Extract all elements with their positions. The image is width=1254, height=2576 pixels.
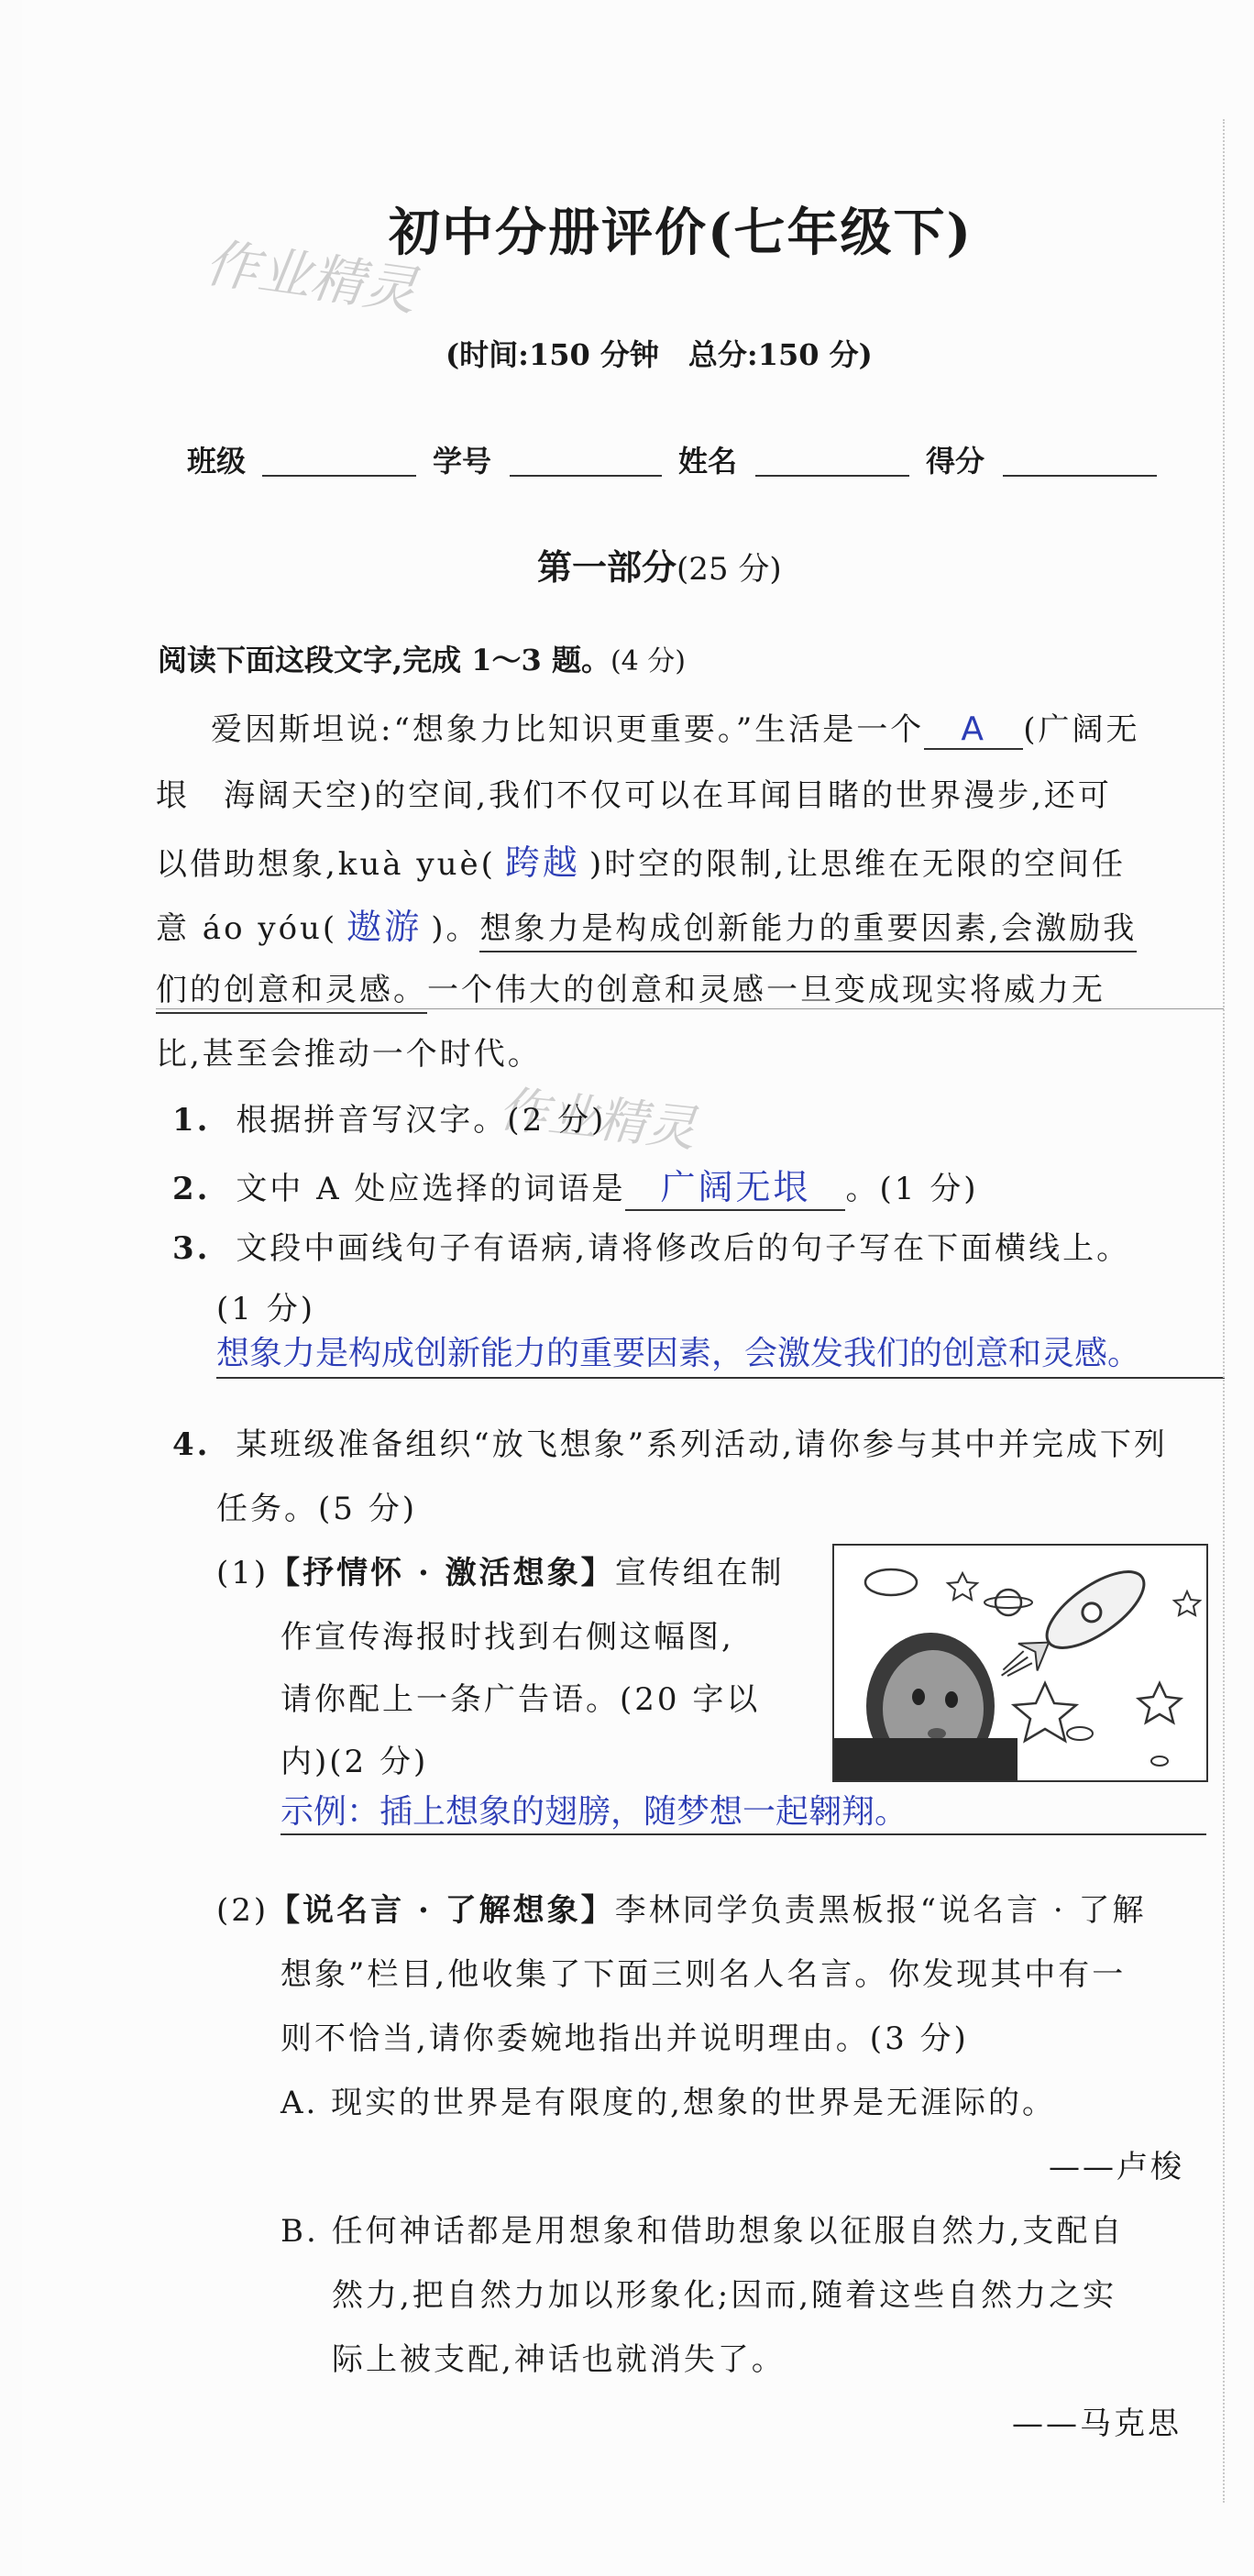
sub-number: (2): [216, 1892, 270, 1929]
sub-number: (1): [216, 1555, 270, 1591]
sub-question-1-line-2: 作宣传海报时找到右侧这幅图,: [280, 1619, 734, 1656]
field-label-name: 姓名: [678, 444, 738, 479]
question-number: 3.: [172, 1230, 211, 1267]
section-points: (25 分): [676, 551, 782, 588]
child-rocket-illustration: [834, 1546, 1206, 1780]
question-number: 2.: [172, 1171, 211, 1207]
divider: [156, 1008, 1224, 1009]
reading-intro: [158, 637, 686, 679]
field-line-score[interactable]: [1003, 475, 1157, 477]
field-line-student-id[interactable]: [510, 475, 662, 477]
sub-question-1-line-4: 内)(2 分): [280, 1744, 429, 1780]
sub-tag: 【抒情怀 · 激活想象】: [269, 1555, 615, 1591]
section-title: [537, 539, 782, 589]
answer-sub1[interactable]: 示例：插上想象的翅膀，随梦想一起翱翔。: [280, 1793, 908, 1831]
watermark-logo: 作业精灵: [201, 231, 421, 323]
answer-q3[interactable]: 想象力是构成创新能力的重要因素，会激发我们的创意和灵感。: [216, 1335, 1141, 1372]
sub-question-2-line-2: 想象”栏目,他收集了下面三则名人名言。你发现其中有一: [280, 1956, 1127, 1993]
question-text: 文段中画线句子有语病,请将修改后的句子写在下面横线上。: [236, 1230, 1131, 1267]
option-b-line-3: 际上被支配,神话也就消失了。: [332, 2341, 786, 2378]
question-4-line-2: 任务。(5 分): [216, 1491, 417, 1527]
field-label-class: 班级: [187, 444, 247, 479]
passage-text: 以借助想象,kuà yuè(: [156, 846, 496, 883]
page-title: 初中分册评价(七年级下): [389, 203, 973, 263]
option-a: A. 现实的世界是有限度的,想象的世界是无涯际的。: [280, 2085, 1056, 2121]
passage-text: (广阔无: [1023, 711, 1140, 748]
sub-tag: 【说名言 · 了解想象】: [269, 1892, 615, 1929]
passage-line-2: 垠 海阔天空)的空间,我们不仅可以在耳闻目睹的世界漫步,还可: [156, 777, 1112, 814]
question-2: [172, 1159, 978, 1211]
field-label-student-id: 学号: [433, 444, 492, 479]
question-4: [172, 1419, 1168, 1464]
underlined-sentence: 想象力是构成创新能力的重要因素,会激励我: [479, 910, 1137, 952]
sub-question-2: [216, 1885, 1147, 1930]
question-points: 。(1 分): [845, 1171, 979, 1207]
section-name: 第一部分: [537, 546, 677, 588]
margin-line: [1223, 119, 1225, 2503]
option-b-line-1: B. 任何神话都是用想象和借助想象以征服自然力,支配自: [280, 2213, 1125, 2250]
exam-subtitle: (时间:150 分钟 总分:150 分): [446, 337, 873, 372]
watermark-logo: 作业精灵: [495, 1079, 699, 1159]
field-line-class[interactable]: [262, 475, 416, 477]
question-3-points: (1 分): [216, 1291, 315, 1327]
passage-text: 爱因斯坦说:“想象力比知识更重要。”生活是一个: [211, 711, 925, 748]
question-text: 根据拼音写汉字。(2 分): [236, 1102, 607, 1139]
passage-line-6: 比,甚至会推动一个时代。: [156, 1036, 542, 1073]
poster-image: [832, 1544, 1208, 1782]
passage-text: 意 áo yóu(: [156, 910, 338, 947]
option-b-author: ——马克思: [1012, 2405, 1182, 2442]
answer-q2: 广阔无垠: [660, 1167, 811, 1207]
sub-text: 宣传组在制: [614, 1555, 785, 1591]
option-a-author: ——卢梭: [1049, 2149, 1184, 2185]
underlined-sentence: 们的创意和灵感。: [156, 972, 427, 1014]
passage-text: 一个伟大的创意和灵感一旦变成现实将威力无: [427, 972, 1106, 1008]
answer-kuayue: 跨越: [504, 842, 580, 883]
option-b-line-2: 然力,把自然力加以形象化;因而,随着这些自然力之实: [332, 2277, 1117, 2314]
question-text: 文中 A 处应选择的词语是: [236, 1171, 626, 1207]
answer-aoyou: 遨游: [346, 907, 423, 947]
passage-line-4: [156, 898, 1137, 949]
reading-intro-points: (4 分): [610, 645, 686, 677]
answer-blank-a: A: [961, 710, 987, 748]
field-line-name[interactable]: [755, 475, 909, 477]
passage-text: )。: [431, 910, 480, 947]
reading-intro-text: 阅读下面这段文字,完成 1～3 题。: [158, 643, 610, 677]
question-number: 1.: [172, 1102, 211, 1139]
question-3: [172, 1223, 1130, 1268]
exam-page: [22, 0, 1250, 2576]
blank-a[interactable]: [924, 710, 1023, 750]
passage-line-1: [211, 704, 1139, 750]
sub-question-2-line-3: 则不恰当,请你委婉地指出并说明理由。(3 分): [280, 2020, 969, 2057]
question-1: [172, 1095, 606, 1139]
sub-question-1-line-3: 请你配上一条广告语。(20 字以: [280, 1681, 761, 1718]
question-number: 4.: [172, 1426, 211, 1463]
answer-line-q3: [216, 1377, 1225, 1379]
question-text: 某班级准备组织“放飞想象”系列活动,请你参与其中并完成下列: [236, 1426, 1168, 1463]
answer-line-sub1: [280, 1833, 1206, 1835]
passage-line-5: [156, 964, 1106, 1009]
answer-blank-q2[interactable]: [625, 1159, 845, 1211]
passage-text: )时空的限制,让思维在无限的空间任: [588, 846, 1126, 883]
passage-line-3: [156, 834, 1126, 885]
sub-text: 李林同学负责黑板报“说名言 · 了解: [614, 1892, 1147, 1929]
field-label-score: 得分: [926, 444, 985, 479]
sub-question-1: [216, 1547, 785, 1592]
